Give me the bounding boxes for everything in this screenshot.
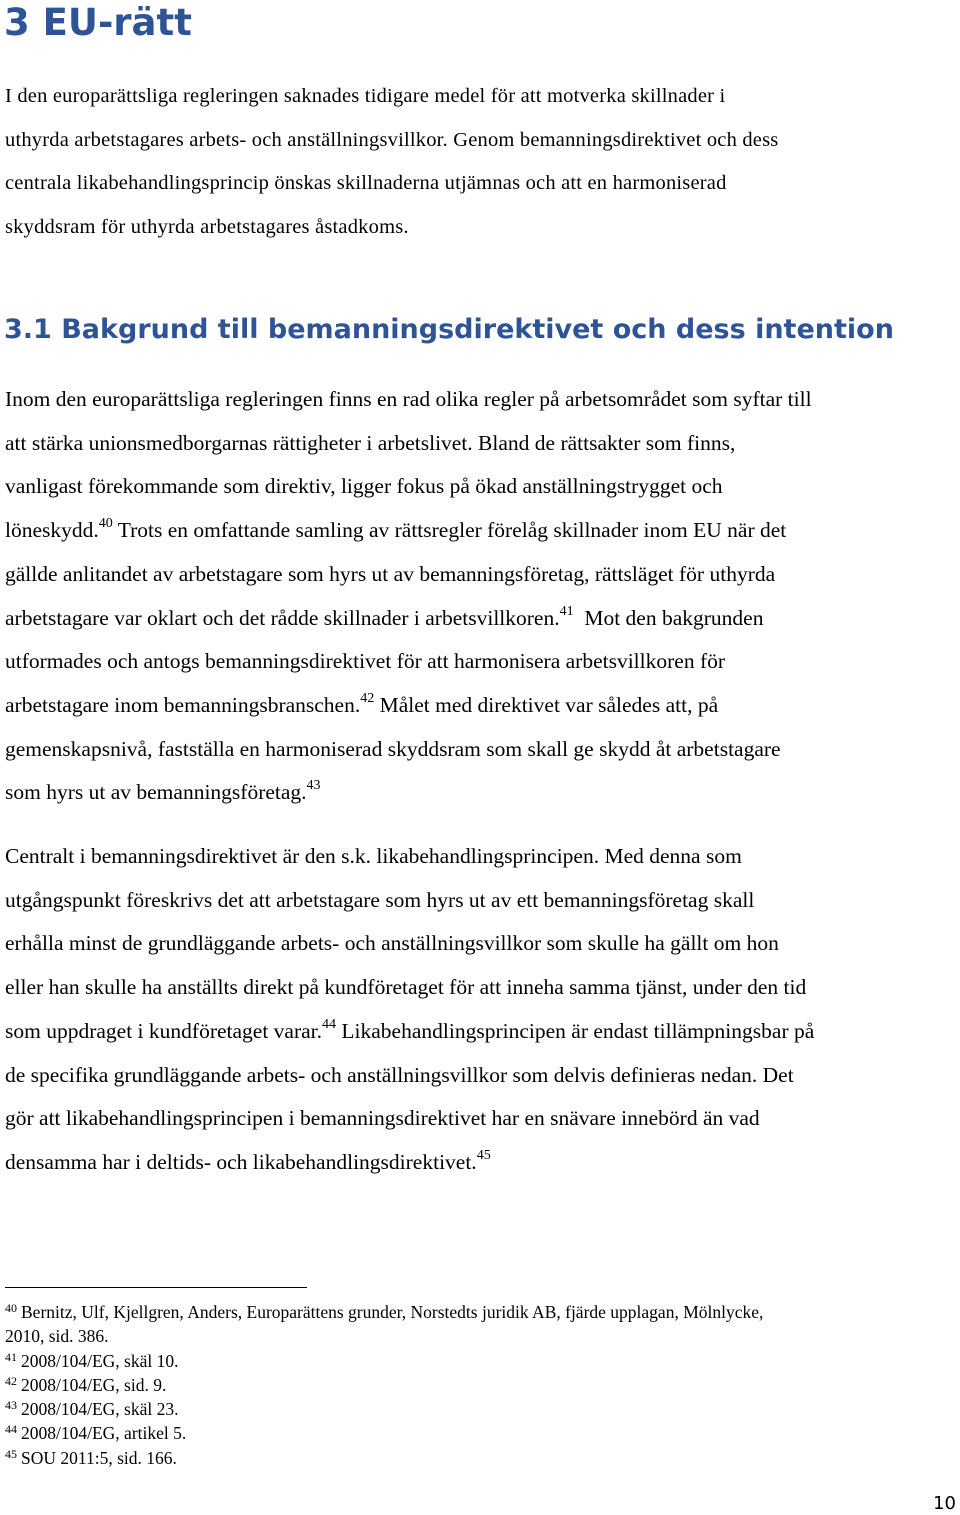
- text-run: Målet med direktivet var således att, på: [374, 692, 719, 717]
- text-run: Mot den bakgrunden: [573, 605, 764, 630]
- footnote-40: [5, 1300, 955, 1324]
- footnote-ref-40[interactable]: 40: [98, 516, 113, 532]
- footnote-text: 2008/104/EG, sid. 9.: [21, 1374, 167, 1395]
- footnote-45: [5, 1446, 955, 1470]
- text-line: [5, 597, 960, 641]
- text-line: [5, 1010, 960, 1054]
- footnote-40-continued: 2010, sid. 386.: [5, 1326, 109, 1347]
- text-line: gällde anlitandet av arbetstagare som hyrs ut av bemanningsföretag, rättsläget för uthyrda: [5, 561, 776, 586]
- text-run: densamma har i deltids- och likabehandlingsdirektivet.: [5, 1149, 477, 1174]
- footnote-text: 2008/104/EG, skäl 23.: [21, 1399, 179, 1420]
- footnote-separator: [5, 1287, 307, 1288]
- page-number: 10: [933, 1493, 956, 1514]
- text-line: uthyrda arbetstagares arbets- och anställningsvillkor. Genom bemanningsdirektivet och dess: [5, 128, 779, 151]
- footnote-number: 43: [5, 1398, 17, 1413]
- text-line: centrala likabehandlingsprincip önskas skillnaderna utjämnas och att en harmoniserad: [5, 172, 727, 195]
- footnote-ref-42[interactable]: 42: [360, 690, 375, 706]
- paragraph-background: [5, 378, 960, 815]
- text-run: arbetstagare inom bemanningsbranschen.: [5, 692, 361, 717]
- footnote-text: 2008/104/EG, skäl 10.: [21, 1350, 179, 1371]
- footnote-42: [5, 1373, 955, 1397]
- text-run: löneskydd.: [5, 518, 99, 543]
- text-line: utformades och antogs bemanningsdirektivet för att harmonisera arbetsvillkoren för: [5, 649, 726, 674]
- intro-paragraph: [5, 75, 960, 250]
- footnote-43: [5, 1397, 955, 1421]
- text-run: Likabehandlingsprincipen är endast tillämpningsbar på: [336, 1018, 815, 1043]
- text-line: I den europarättsliga regleringen saknades tidigare medel för att motverka skillnader i: [5, 85, 726, 107]
- footnotes: [5, 1300, 955, 1470]
- text-line: att stärka unionsmedborgarnas rättigheter i arbetslivet. Bland de rättsakter som finns,: [5, 430, 736, 455]
- footnote-number: 41: [5, 1349, 17, 1364]
- footnote-ref-43[interactable]: 43: [306, 778, 321, 794]
- text-line: skyddsram för uthyrda arbetstagares åstadkoms.: [5, 216, 409, 239]
- footnote-number: 44: [5, 1422, 17, 1437]
- footnote-44: [5, 1421, 955, 1445]
- footnote-number: 45: [5, 1446, 17, 1461]
- footnote-41: [5, 1349, 955, 1373]
- paragraph-equal-treatment: [5, 835, 960, 1185]
- text-run: Trots en omfattande samling av rättsregler förelåg skillnader inom EU när det: [112, 518, 787, 543]
- chapter-heading: 3 EU-rätt: [4, 1, 192, 44]
- text-line: [5, 509, 960, 553]
- footnote-number: 40: [5, 1301, 17, 1315]
- section-heading: 3.1 Bakgrund till bemanningsdirektivet och dess intention: [4, 314, 894, 345]
- footnote-text: SOU 2011:5, sid. 166.: [21, 1447, 177, 1468]
- text-line: vanligast förekommande som direktiv, ligger fokus på ökad anställningstrygget och: [5, 474, 723, 499]
- text-line: gemenskapsnivå, fastställa en harmoniserad skyddsram som skall ge skydd åt arbetstagare: [5, 736, 781, 761]
- text-line: Inom den europarättsliga regleringen finns en rad olika regler på arbetsområdet som syftar till: [5, 387, 812, 411]
- text-line: [5, 684, 960, 728]
- footnote-ref-45[interactable]: 45: [476, 1147, 491, 1163]
- text-run: arbetstagare var oklart och det rådde skillnader i arbetsvillkoren.: [5, 605, 560, 630]
- text-run: som uppdraget i kundföretaget varar.: [5, 1018, 323, 1043]
- text-line: Centralt i bemanningsdirektivet är den s.k. likabehandlingsprincipen. Med denna som: [5, 844, 742, 868]
- text-line: [5, 1141, 960, 1185]
- footnote-text: 2008/104/EG, artikel 5.: [21, 1423, 187, 1444]
- footnote-ref-41[interactable]: 41: [559, 603, 574, 619]
- text-line: eller han skulle ha anställts direkt på kundföretaget för att inneha samma tjänst, under den tid: [5, 975, 807, 1000]
- footnote-text: Bernitz, Ulf, Kjellgren, Anders, Europarättens grunder, Norstedts juridik AB, fjärde upplagan, Mölnlycke,: [21, 1302, 764, 1322]
- footnote-ref-44[interactable]: 44: [322, 1016, 337, 1032]
- footnote-number: 42: [5, 1373, 17, 1388]
- text-line: de specifika grundläggande arbets- och anställningsvillkor som delvis definieras nedan. Det: [5, 1062, 794, 1087]
- text-run: som hyrs ut av bemanningsföretag.: [5, 780, 307, 805]
- text-line: gör att likabehandlingsprincipen i bemanningsdirektivet har en snävare innebörd än vad: [5, 1106, 760, 1131]
- text-line: utgångspunkt föreskrivs det att arbetstagare som hyrs ut av ett bemanningsföretag skall: [5, 887, 755, 912]
- text-line: [5, 771, 960, 815]
- text-line: erhålla minst de grundläggande arbets- och anställningsvillkor som skulle ha gällt om hon: [5, 931, 779, 956]
